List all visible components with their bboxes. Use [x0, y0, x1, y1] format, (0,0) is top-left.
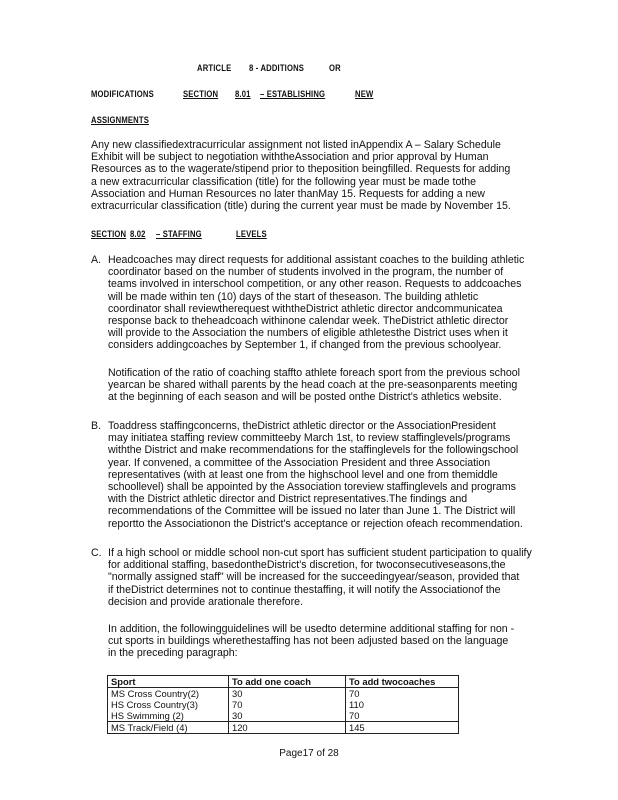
assignments-heading: ASSIGNMENTS — [91, 115, 149, 125]
section-802-number: 8.02 — [130, 229, 146, 239]
item-c-line: if theDistrict determines not to continue thestaffing, it will notify the Associationof the — [108, 583, 501, 596]
item-b-line: year. If convened, a committee of the Association President and three Association — [108, 456, 491, 469]
table-cell: MS Track/Field (4) — [108, 722, 229, 734]
modifications-label: MODIFICATIONS — [91, 89, 154, 99]
intro-line: a new extracurricular classification (title) for the following year must be made tothe — [91, 175, 477, 188]
table-cell: 145 — [346, 722, 459, 734]
item-a-line: coordinator shall reviewtherequest withtheDistrict athletic director andcommunicatea — [108, 302, 503, 315]
item-c-note-line: In addition, the followingguidelines will be usedto determine additional staffing for non - — [108, 623, 515, 635]
item-c-note-line: in the preceding paragraph: — [108, 647, 238, 660]
table-header-row — [108, 676, 459, 688]
table-cell: 70 — [346, 688, 459, 700]
article-number: 8 - ADDITIONS — [249, 63, 305, 73]
section-801-title: – ESTABLISHING — [260, 89, 326, 99]
section-802-label: SECTION — [91, 229, 127, 239]
column-header-sport: Sport — [108, 676, 229, 688]
item-b-line: withthe District and make recommendations for the staffinglevels for the followingschool — [108, 444, 519, 457]
item-c-label: C. — [91, 547, 102, 559]
item-b-line: representatives (with at least one from the highschool level and one from themiddle — [108, 468, 498, 481]
intro-line: Any new classifiedextracurricular assignment not listed inAppendix A – Salary Schedule — [91, 139, 501, 151]
table-row — [108, 699, 459, 710]
item-b-line: schoollevel) shall be appointed by the Association toreview staffinglevels and programs — [108, 481, 516, 494]
item-c-line: If a high school or middle school non-cut sport has sufficient student participation to qualify — [108, 547, 532, 559]
item-c-line: "normally assigned staff" will be increased for the succeedingyear/season, provided that — [108, 571, 520, 584]
item-a-line: response back to theheadcoach withinone calendar week. TheDistrict athletic director — [108, 315, 509, 328]
item-b-line: may initiatea staffing review committeeby March 1st, to review staffinglevels/programs — [108, 432, 511, 445]
table-row — [108, 688, 459, 700]
item-a-line: Headcoaches may direct requests for additional assistant coaches to the building athletic — [108, 254, 525, 266]
item-a-line: considers addingcoaches by September 1, if changed from the previous schoolyear. — [108, 339, 502, 352]
table-cell: HS Swimming (2) — [108, 710, 229, 722]
item-a-note-line: yearcan be shared withall parents by the head coach at the pre-seasonparents meeting — [108, 379, 518, 392]
item-b-line: reportto the Associationon the District's acceptance or rejection ofeach recommendation. — [108, 517, 523, 530]
item-a-note — [108, 367, 546, 404]
table-cell: 120 — [229, 722, 346, 734]
section-801-new: NEW — [355, 89, 374, 99]
item-a-line: teams involved in interschool competition, or any other reason. Requests to addcoaches — [108, 278, 522, 291]
table-cell: MS Cross Country(2) — [108, 688, 229, 700]
table-cell: HS Cross Country(3) — [108, 699, 229, 710]
section-802-levels: LEVELS — [236, 229, 267, 239]
item-a-note-line: Notification of the ratio of coaching staffto athlete foreach sport from the previous school — [108, 367, 521, 379]
item-a-line: will provide to the Association the numbers of eligible athletesthe District uses when it — [108, 327, 508, 340]
item-b-line: Toaddress staffingconcerns, theDistrict athletic director or the AssociationPresident — [108, 420, 496, 432]
table-row — [108, 710, 459, 722]
table-cell: 70 — [346, 710, 459, 722]
table-cell: 30 — [229, 710, 346, 722]
page-number: Page17 of 28 — [279, 748, 339, 759]
table-cell: 30 — [229, 688, 346, 700]
section-801-label: SECTION — [183, 89, 219, 99]
item-a-label: A. — [91, 254, 102, 266]
section-802-title: – STAFFING — [156, 229, 202, 239]
section-801-number: 8.01 — [235, 89, 251, 99]
item-b-label: B. — [91, 420, 102, 432]
column-header-two-coaches: To add twocoaches — [346, 676, 459, 688]
intro-paragraph — [91, 139, 538, 212]
article-or: OR — [329, 63, 341, 73]
column-header-one-coach: To add one coach — [229, 676, 346, 688]
item-c-line: decision and provide arationale therefore. — [108, 595, 303, 608]
intro-line: Exhibit will be subject to negotiation withtheAssociation and prior approval by Human — [91, 151, 489, 164]
item-c-note — [108, 623, 546, 660]
item-a-line: coordinator based on the number of students involved in the program, the number of — [108, 266, 504, 279]
table-cell: 70 — [229, 699, 346, 710]
intro-line: Association and Human Resources no later thanMay 15. Requests for adding a new — [91, 187, 485, 200]
table-row — [108, 722, 459, 734]
item-b-paragraph — [108, 420, 546, 530]
item-c-line: for additional staffing, basedontheDistrict's discretion, for twoconsecutiveseasons,the — [108, 559, 506, 572]
article-label: ARTICLE — [197, 63, 232, 73]
item-c-note-line: cut sports in buildings wherethestaffing has not been adjusted based on the language — [108, 635, 509, 648]
intro-line: extracurricular classification (title) during the current year must be made by November 15. — [91, 200, 511, 213]
item-c-paragraph — [108, 547, 546, 608]
item-a-paragraph — [108, 254, 546, 352]
item-a-note-line: at the beginning of each season and will be posted onthe District's athletics website. — [108, 391, 502, 404]
staffing-table — [107, 675, 459, 734]
intro-line: Resources as to the wagerate/stipend prior to theposition beingfilled. Requests for adding — [91, 163, 511, 176]
item-a-line: will be made within ten (10) days of the start of theseason. The building athletic — [108, 290, 479, 303]
table-cell: 110 — [346, 699, 459, 710]
item-b-line: recommendations of the Committee will be issued no later than June 1. The District will — [108, 505, 516, 518]
item-b-line: with the District athletic director and District representatives.The findings and — [108, 493, 468, 506]
